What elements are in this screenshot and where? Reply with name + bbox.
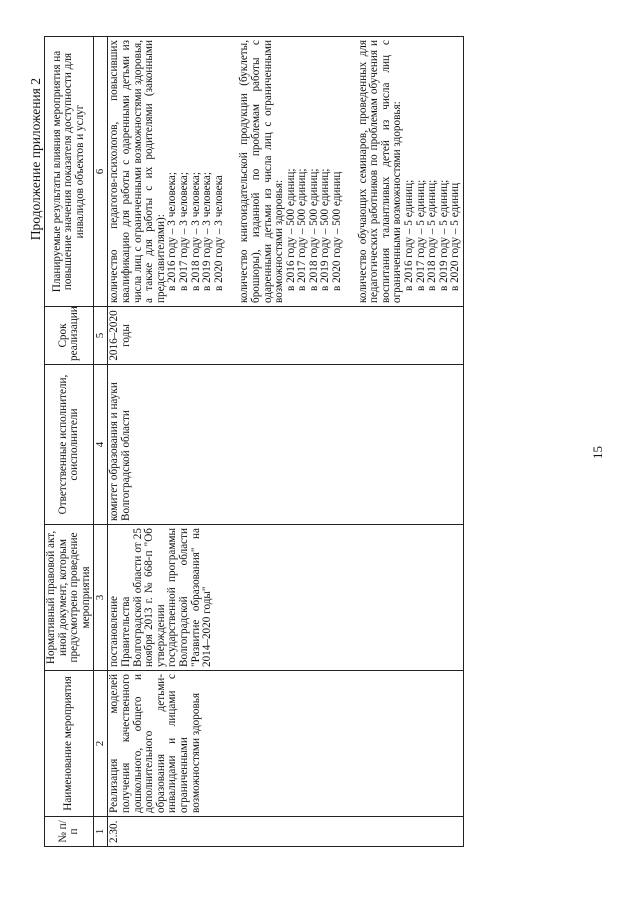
header-results: Планируемые результаты влияния мероприятия на повышение значения показателя доступности для инвалидов объектов и услуг: [45, 37, 94, 307]
continuation-caption: Продолжение приложения 2: [28, 78, 43, 241]
result-item: в 2019 году – 3 человека;: [201, 172, 214, 291]
legal-act: постановление Правительства Волгоградской области от 25 ноября 2013 г. № 668-п "Об утверждении государственной программы Волгоградской области "Развитие образования" на 2014–2020 годы": [108, 525, 464, 671]
header-activity-name: Наименование мероприятия: [45, 671, 94, 817]
table-row: [108, 37, 464, 847]
activity-name: Реализация моделей получения качественного дошкольного, общего и дополнительного образования детьми-инвалидами и лицами с ограниченными возможностями здоровья: [108, 671, 464, 817]
header-term: Срок реализации: [45, 307, 94, 365]
column-number: 5: [94, 307, 108, 365]
result-item: в 2019 году – 500 единиц;: [319, 168, 332, 291]
result-item: в 2017 году – 5 единиц;: [414, 179, 427, 291]
header-legal-act: Нормативный правовой акт, иной документ, которым предусмотрено проведение мероприятия: [45, 525, 94, 671]
result-item: в 2018 году – 5 единиц;: [426, 179, 439, 291]
column-number: 1: [94, 817, 108, 847]
table-header-row: [45, 37, 94, 847]
column-number: 2: [94, 671, 108, 817]
executor: комитет образования и науки Волгоградской области: [108, 365, 464, 525]
result-item: в 2018 году – 3 человека;: [189, 172, 202, 291]
result-item: в 2016 году – 5 единиц;: [403, 179, 416, 291]
result-item: в 2017 году – 3 человека;: [177, 172, 190, 291]
header-number: № п/п: [45, 817, 94, 847]
result-item: в 2016 году – 3 человека;: [166, 172, 179, 291]
term: 2016–2020 годы: [108, 307, 464, 365]
result-text: количество книгоиздательской продукции (буклеты, брошюры), изданной по проблемам работы с одаренными детьми из числа лиц с ограниченными возможностями здоровья:: [238, 40, 286, 303]
planned-results: [108, 37, 464, 307]
result-text: количество обучающих семинаров, проведенных для педагогических работников по проблемам обучения и воспитания талантливых детей из числа лиц с ограниченными возможностями здоровья:: [356, 40, 404, 303]
result-item: в 2019 году – 5 единиц;: [437, 179, 450, 291]
column-number: 3: [94, 525, 108, 671]
result-text: количество педагогов-психологов, повысивших квалификацию для работы с одаренными детьми из числа лиц с ограниченными возможностями здоровья, а также для работы с их родителями (законными представителями):: [108, 40, 167, 303]
column-number: 6: [94, 37, 108, 307]
activities-table: [44, 36, 464, 847]
column-number-row: [94, 37, 108, 847]
column-number: 4: [94, 365, 108, 525]
result-item: в 2020 году – 500 единиц: [331, 171, 344, 291]
result-item: в 2017 году – 500 единиц;: [296, 168, 309, 291]
row-number: 2.30.: [108, 817, 464, 847]
result-item: в 2020 году – 3 человека: [212, 175, 225, 291]
page-number: 15: [590, 446, 605, 459]
header-executors: Ответственные исполнители, соисполнители: [45, 365, 94, 525]
result-item: в 2018 году – 500 единиц;: [307, 168, 320, 291]
result-item: в 2020 году – 5 единиц: [449, 182, 462, 291]
result-item: в 2016 году – 500 единиц;: [284, 168, 297, 291]
